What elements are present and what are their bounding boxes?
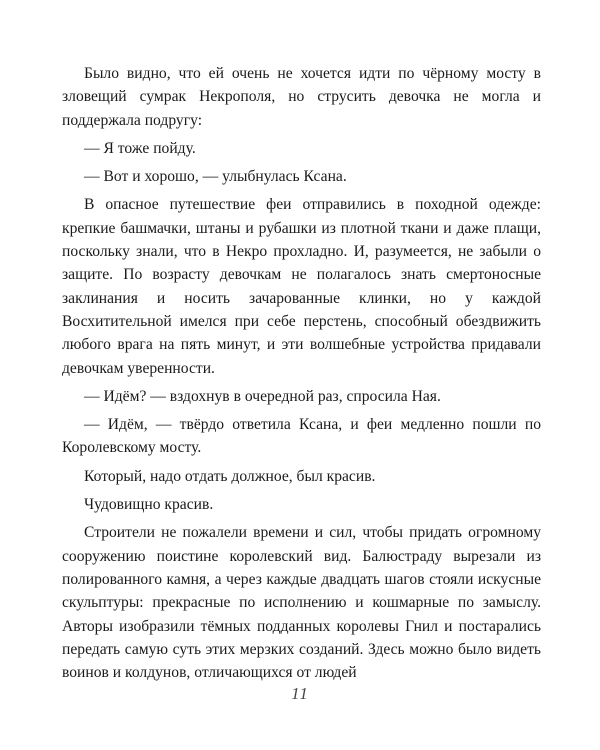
paragraph-7: Который, надо отдать должное, был красив. xyxy=(84,467,376,485)
paragraph-2: — Я тоже пойду. xyxy=(84,139,196,157)
paragraph-8: Чудовищно красив. xyxy=(84,496,214,514)
page-number: 11 xyxy=(291,684,309,703)
body-text xyxy=(62,62,541,689)
paragraph-9: Строители не пожалели времени и сил, чтобы придать огромному сооружению поистине королевский вид. Балюстраду вырезали из полированного камня, а через каждые двадцать шагов стояли искусные скульптуры: прекрасные по исполнению и кошмарные по замыслу. Авторы изобразили тёмных подданных королевы Гнил и постарались передать самую суть этих мерзких созданий. Здесь можно было видеть воинов и колдунов, отличающихся от людей xyxy=(62,524,541,682)
paragraph-6: — Идём, — твёрдо ответила Ксана, и феи медленно пошли по Королевскому мосту. xyxy=(62,416,541,457)
paragraph-5: — Идём? — вздохнув в очередной раз, спросила Ная. xyxy=(84,387,441,405)
paragraph-3: — Вот и хорошо, — улыбнулась Ксана. xyxy=(84,168,347,186)
paragraph-1: Было видно, что ей очень не хочется идти по чёрному мосту в зловещий сумрак Некрополя, но струсить девочка не могла и поддержала подругу: xyxy=(62,65,541,129)
paragraph-4: В опасное путешествие феи отправились в походной одежде: крепкие башмачки, штаны и рубашки из плотной ткани и даже плащи, поскольку знали, что в Некро прохладно. И, разумеется, не забыли о защите. По возрасту девочкам не полагалось знать смертоносные заклинания и носить зачарованные клинки, но у каждой Восхитительной имелся при себе перстень, способный обездвижить любого врага на пять минут, и эти волшебные устройства придавали девочкам уверенности. xyxy=(62,196,541,377)
